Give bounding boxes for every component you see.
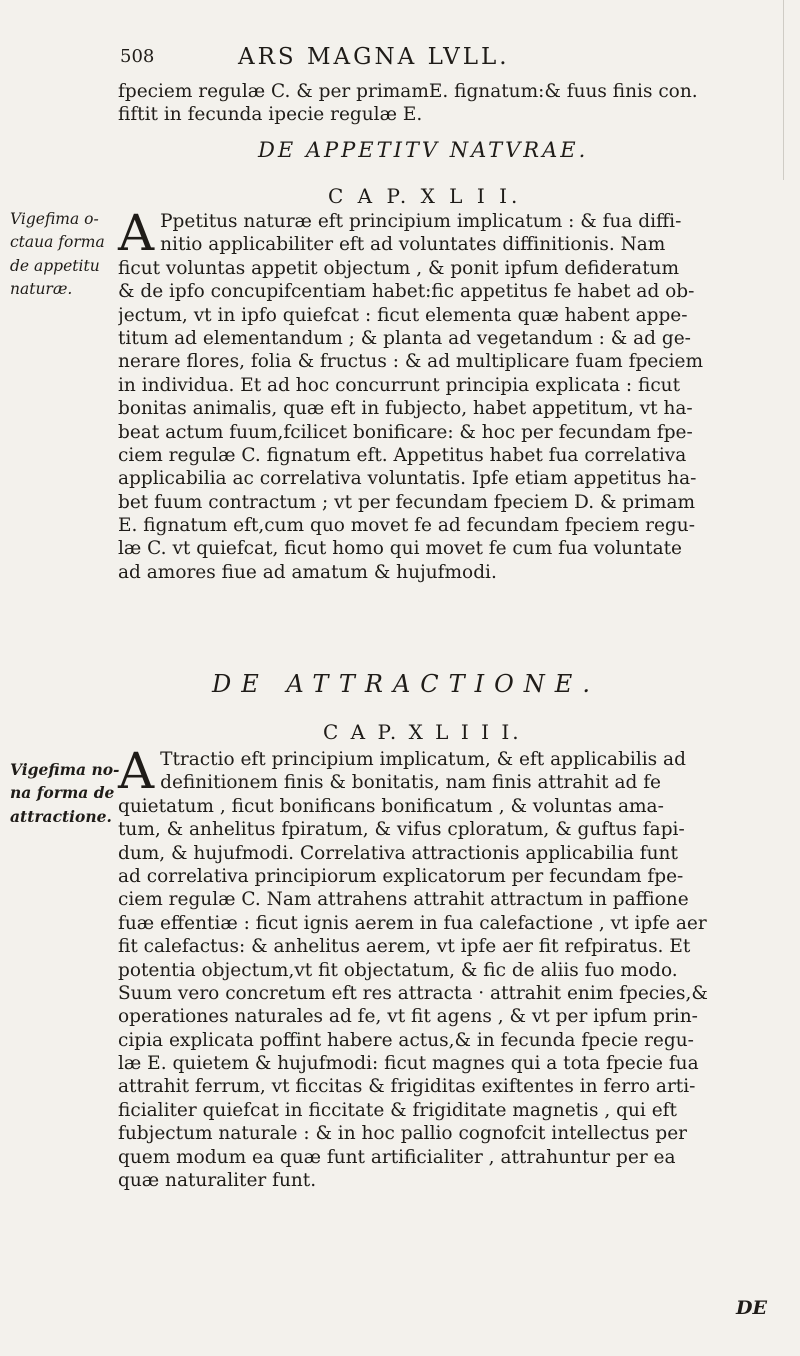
page-edge-line bbox=[783, 0, 784, 180]
text-line: bet fuum contractum ; vt per fecundam fpeciem D. & primam bbox=[118, 491, 696, 513]
text-line: fiftit in fecunda ipecie regulæ E. bbox=[118, 104, 423, 126]
text-line: ficut voluntas appetit objectum , & ponit ipfum defideratum bbox=[118, 257, 680, 279]
text-line: quietatum , ficut bonificans bonificatum , & voluntas ama- bbox=[118, 795, 664, 817]
text-line: & de ipfo concupifcentiam habet:fic appetitus fe habet ad ob- bbox=[118, 281, 695, 303]
text-line: definitionem finis & bonitatis, nam finis attrahit ad fe bbox=[160, 772, 662, 794]
marginal-line: na forma de bbox=[10, 783, 115, 803]
page-header bbox=[0, 44, 800, 74]
text-line: tum, & anhelitus fpiratum, & vifus cploratum, & guftus fapi- bbox=[118, 819, 685, 841]
text-line: operationes naturales ad fe, vt fit agens , & vt per ipfum prin- bbox=[118, 1006, 698, 1028]
chapter-label-43: C A P. X L I I I. bbox=[323, 720, 522, 744]
text-line: quem modum ea quæ funt artificialiter , attrahuntur per ea bbox=[118, 1146, 676, 1168]
drop-cap-letter: A bbox=[118, 204, 155, 262]
section-heading-attractione: DE ATTRACTIONE. bbox=[212, 670, 600, 698]
marginal-note-appetitu bbox=[10, 208, 120, 302]
chapter-label-42: C A P. X L I I. bbox=[328, 184, 522, 208]
text-line: fpeciem regulæ C. & per primamE. fignatum:& fuus finis con. bbox=[118, 81, 698, 102]
marginal-line: Vigefima no- bbox=[10, 760, 120, 779]
text-line: fit calefactus: & anhelitus aerem, vt ipfe aer fit refpiratus. Et bbox=[118, 936, 691, 958]
intro-paragraph bbox=[118, 80, 773, 127]
text-line: læ E. quietem & hujufmodi: ficut magnes qui a tota fpecie fua bbox=[118, 1053, 699, 1075]
text-line: cipia explicata poffint habere actus,& in fecunda fpecie regu- bbox=[118, 1029, 694, 1051]
text-line: attrahit ferrum, vt ficcitas & frigiditas exiftentes in ferro arti- bbox=[118, 1076, 696, 1098]
marginal-line: ctaua forma bbox=[10, 233, 105, 252]
catchword: DE bbox=[736, 1297, 767, 1319]
text-line: beat actum fuum,fcilicet bonificare: & hoc per fecundam fpe- bbox=[118, 421, 693, 443]
text-line: titum ad elementandum ; & planta ad vegetandum : & ad ge- bbox=[118, 327, 691, 349]
text-line: bonitas animalis, quæ eft in fubjecto, habet appetitum, vt ha- bbox=[118, 398, 693, 420]
running-title: ARS MAGNA LVLL. bbox=[238, 44, 510, 70]
marginal-note-attractione bbox=[10, 758, 120, 828]
text-line: Ttractio eft principium implicatum, & eft applicabilis ad bbox=[160, 749, 686, 770]
text-line: E. fignatum eft,cum quo movet fe ad fecundam fpeciem regu- bbox=[118, 515, 695, 537]
page-number: 508 bbox=[120, 46, 155, 67]
drop-cap-letter: A bbox=[118, 742, 155, 800]
text-line: ad correlativa principiorum explicatorum per fecundam fpe- bbox=[118, 865, 684, 887]
text-line: fubjectum naturale : & in hoc pallio cognofcit intellectus per bbox=[118, 1123, 687, 1145]
marginal-line: Vigefima o- bbox=[10, 210, 99, 228]
text-line: nitio applicabiliter eft ad voluntates diffinitionis. Nam bbox=[160, 234, 666, 256]
text-line: ciem regulæ C. Nam attrahens attrahit attractum in paffione bbox=[118, 889, 689, 911]
marginal-line: de appetitu bbox=[10, 256, 100, 275]
text-line: Suum vero concretum eft res attracta · attrahit enim fpecies,& bbox=[118, 982, 708, 1004]
paragraph-attractione bbox=[118, 742, 773, 1192]
text-line: fuæ effentiæ : ficut ignis aerem in fua calefactione , vt ipfe aer bbox=[118, 912, 707, 934]
marginal-line: attractione. bbox=[10, 806, 112, 826]
section-heading-appetitu: DE APPETITV NATVRAE. bbox=[258, 138, 589, 162]
text-line: nerare flores, folia & fructus : & ad multiplicare fuam fpeciem bbox=[118, 351, 703, 373]
text-line: læ C. vt quiefcat, ficut homo qui movet fe cum fua voluntate bbox=[118, 538, 682, 560]
text-line: ad amores fiue ad amatum & hujufmodi. bbox=[118, 561, 497, 583]
text-line: ciem regulæ C. fignatum eft. Appetitus habet fua correlativa bbox=[118, 444, 687, 466]
paragraph-appetitu bbox=[118, 204, 773, 584]
text-line: in individua. Et ad hoc concurrunt principia explicata : ficut bbox=[118, 374, 681, 396]
text-line: jectum, vt in ipfo quiefcat : ficut elementa quæ habent appe- bbox=[118, 304, 688, 326]
text-line: applicabilia ac correlativa voluntatis. Ipfe etiam appetitus ha- bbox=[118, 468, 697, 490]
text-line: dum, & hujufmodi. Correlativa attractionis applicabilia funt bbox=[118, 842, 678, 864]
text-line: Ppetitus naturæ eft principium implicatum : & fua diffi- bbox=[160, 211, 682, 232]
text-line: ficialiter quiefcat in ficcitate & frigiditate magnetis , qui eft bbox=[118, 1099, 677, 1121]
marginal-line: naturæ. bbox=[10, 280, 73, 299]
text-line: potentia objectum,vt fit objectatum, & fic de aliis fuo modo. bbox=[118, 959, 678, 981]
text-line: quæ naturaliter funt. bbox=[118, 1170, 317, 1192]
